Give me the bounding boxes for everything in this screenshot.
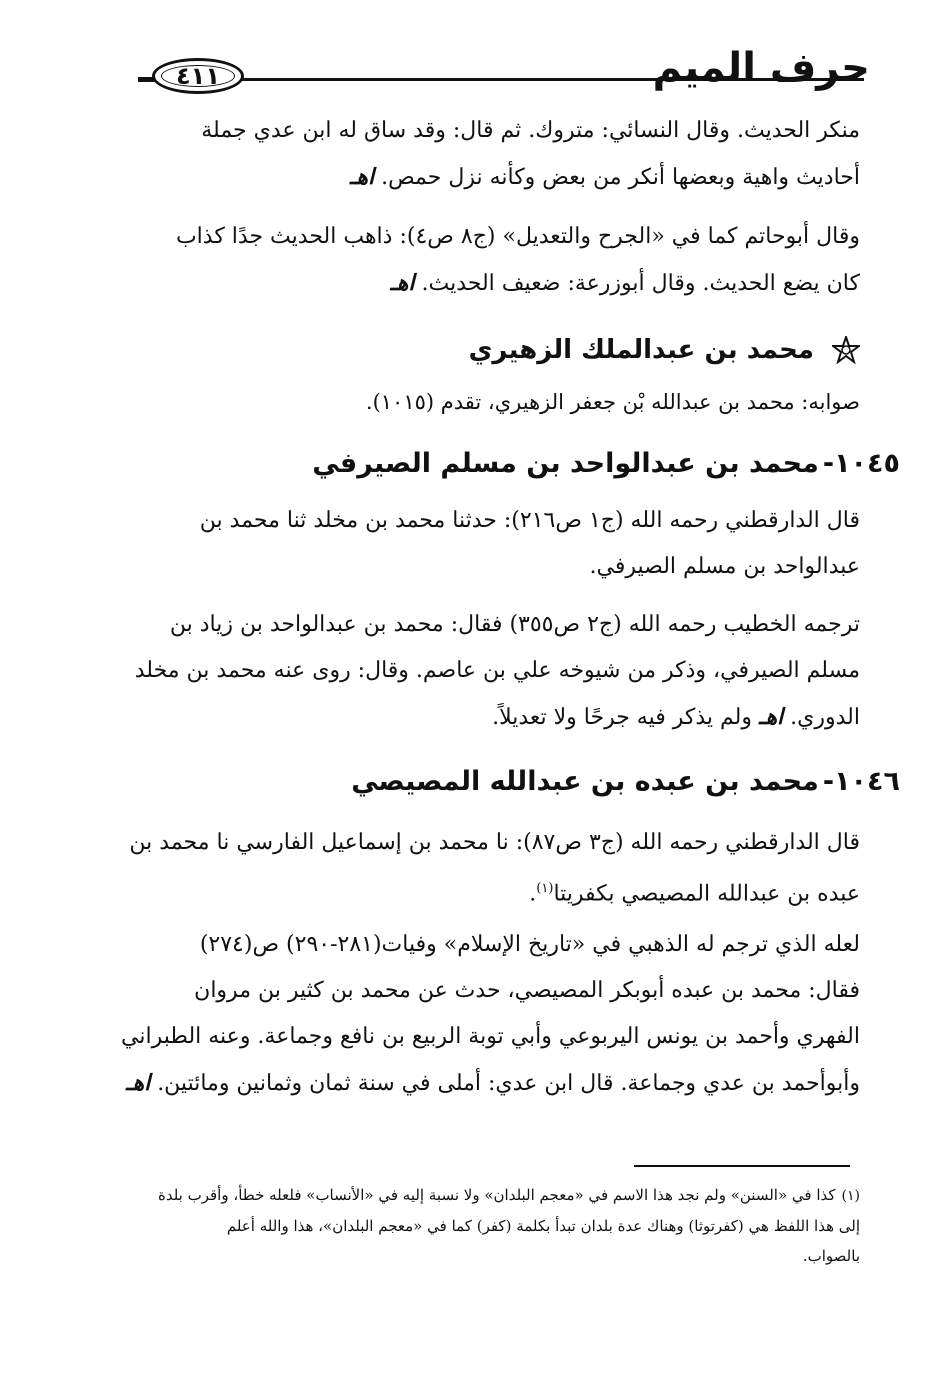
page-number-badge: [152, 58, 244, 94]
text-span: عبده بن عبدالله المصيصي بكفريتا: [553, 881, 860, 907]
text-line: عبدالواحد بن مسلم الصيرفي.: [589, 554, 860, 579]
sub-entry-note: [118, 382, 860, 422]
text-line: لعله الذي ترجم له الذهبي في «تاريخ الإسلام» وفيات(٢٨١-٢٩٠) ص(٢٧٤): [199, 932, 860, 957]
entry-number: ١٠٤٥-: [822, 448, 900, 479]
star-icon: [832, 336, 860, 364]
sub-entry-title: محمد بن عبدالملك الزهيري: [468, 335, 814, 365]
header-rule: [138, 78, 864, 81]
entry-number: ١٠٤٦-: [822, 766, 900, 797]
sub-entry-heading: [200, 330, 860, 370]
end-mark: اهـ: [390, 270, 415, 296]
text-line: [118, 694, 860, 741]
entry-heading-1046: [100, 762, 900, 802]
text-line: [118, 866, 860, 917]
paragraph-6: [118, 922, 860, 1107]
text-span: كان يضع الحديث. وقال أبوزرعة: ضعيف الحديث.: [421, 271, 860, 296]
chapter-title: حرف الميم: [652, 45, 870, 91]
entry-title: محمد بن عبدالواحد بن مسلم الصيرفي: [312, 448, 819, 479]
entry-title: محمد بن عبده بن عبدالله المصيصي: [351, 766, 819, 797]
paragraph-3: [118, 498, 860, 590]
text-line: الفهري وأحمد بن يونس اليربوعي وأبي توبة الربيع بن نافع وجماعة. وعنه الطبراني: [121, 1024, 860, 1049]
text-line: قال الدارقطني رحمه الله (ج١ ص٢١٦): حدثنا محمد بن مخلد ثنا محمد بن: [199, 508, 860, 533]
footnote-reference[interactable]: (١): [536, 881, 554, 896]
text-line: ترجمه الخطيب رحمه الله (ج٢ ص٣٥٥) فقال: محمد بن عبدالواحد بن زياد بن: [169, 612, 860, 637]
text-span: ولم يذكر فيه جرحًا ولا تعديلاً.: [492, 705, 752, 730]
paragraph-1: [118, 108, 860, 201]
footnote-mark: (١): [841, 1188, 860, 1204]
entry-heading-1045: [100, 444, 900, 484]
footnote-line: بالصواب.: [802, 1247, 860, 1265]
text-line: مسلم الصيرفي، وذكر من شيوخه علي بن عاصم. وقال: روى عنه محمد بن مخلد: [134, 658, 860, 683]
footnote-line: إلى هذا اللفظ هي (كفرتوثا) وهناك عدة بلدان تبدأ بكلمة (كفر) كما في «معجم البلدان»، هذا والله أعلم: [226, 1217, 860, 1235]
footnote-line: [118, 1180, 860, 1211]
end-mark: اهـ: [349, 164, 375, 190]
text-line: قال الدارقطني رحمه الله (ج٣ ص٨٧): نا محمد بن إسماعيل الفارسي نا محمد بن: [129, 830, 860, 855]
text-line: منكر الحديث. وقال النسائي: متروك. ثم قال: وقد ساق له ابن عدي جملة: [201, 118, 860, 143]
text-line: وقال أبوحاتم كما في «الجرح والتعديل» (ج٨ ص٤): ذاهب الحديث جدًا كذاب: [175, 224, 860, 249]
end-mark: اهـ: [126, 1070, 151, 1096]
page-number: ٤١١: [176, 62, 220, 90]
footnote: [118, 1180, 860, 1271]
text-span: الدوري.: [790, 705, 860, 730]
paragraph-2: [118, 214, 860, 307]
text-span: كذا في «السنن» ولم نجد هذا الاسم في «معجم البلدان» ولا نسبة إليه في «الأنساب» فلعله خطأ، وأقرب بلدة: [157, 1186, 836, 1204]
text-line: [118, 1060, 860, 1107]
text-span: وأبوأحمد بن عدي وجماعة. قال ابن عدي: أملى في سنة ثمان وثمانين ومائتين.: [157, 1071, 860, 1096]
text-span: .: [529, 881, 537, 907]
paragraph-5: [118, 820, 860, 917]
paragraph-4: [118, 602, 860, 741]
text-line: [118, 260, 860, 307]
footnote-rule: [634, 1165, 850, 1167]
text-line: صوابه: محمد بن عبدالله بْن جعفر الزهيري، تقدم (١٠١٥).: [365, 390, 860, 414]
text-line: فقال: محمد بن عبده أبوبكر المصيصي، حدث عن محمد بن كثير بن مروان: [194, 978, 860, 1003]
text-span: أحاديث واهية وبعضها أنكر من بعض وكأنه نزل حمص.: [381, 165, 860, 190]
text-line: [118, 154, 860, 201]
end-mark: اهـ: [759, 704, 784, 730]
